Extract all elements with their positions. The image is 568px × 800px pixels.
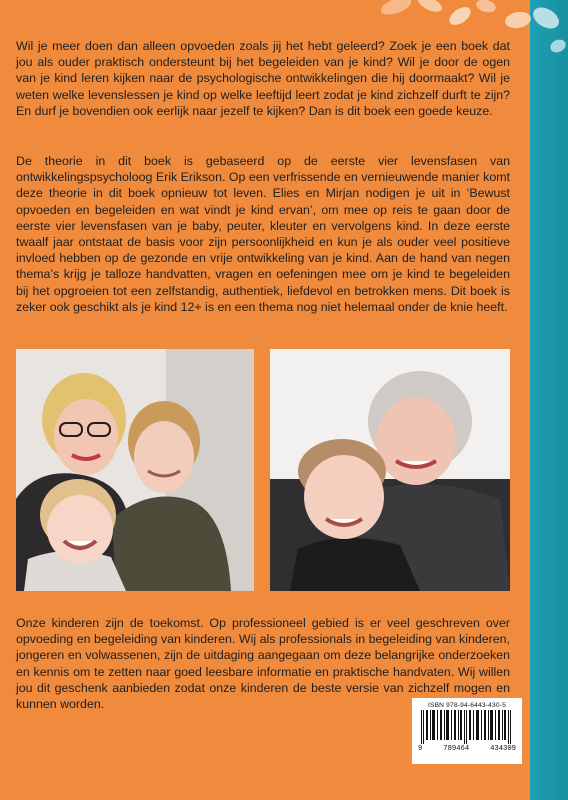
- barcode-digits: [418, 745, 516, 753]
- side-color-band: [530, 0, 568, 800]
- author-photo-right: [270, 349, 510, 591]
- barcode-bars: [419, 710, 515, 744]
- barcode-digit-group-2: 434309: [490, 745, 516, 753]
- author-photo-left: [16, 349, 254, 591]
- theory-paragraph: De theorie in dit boek is gebaseerd op de eerste vier levensfasen van ontwikkelingspsycholoog Erik Erikson. Op een verfrissende en vernieuwende manier komt deze theorie in dit boek opnieuw tot leven. Elies en Mirjan nodigen je uit in ‘Bewust opvoeden en begeleiden en wat vindt je kind ervan’, om mee op reis te gaan door de eerste vier levensfasen van je baby, peuter, kleuter en vervolgens kind. In deze eerste twaalf jaar ontstaat de basis voor zijn persoonlijkheid en kun je als ouder veel positieve invloed hebben op de gezonde en vrije ontwikkeling van je kind. Aan de hand van negen thema’s krijg je talloze handvatten, vragen en oefeningen mee om je kind te begeleiden bij het opgroeien tot een zelfstandig, authentiek, liefdevol en betrokken mens. Dit boek is zeker ook geschikt als je kind 12+ is en een thema nog niet helemaal onder de knie heeft.: [16, 154, 510, 314]
- isbn-label: ISBN 978-94-6443-430-5: [427, 702, 507, 709]
- barcode-digit-group-1: 789464: [443, 745, 470, 753]
- intro-paragraph: Wil je meer doen dan alleen opvoeden zoals jij het hebt geleerd? Zoek je een boek dat jou als ouder praktisch ondersteunt bij het begeleiden van je kind? Wil je door de ogen van je kind leren kijken naar de psychologische ontwikkelingen die hij doormaakt? Wil je weten welke levenslessen je kind op welke leeftijd leert zodat je kind zichzelf durft te zijn? En durf je bovendien ook eerlijk naar jezelf te kijken? Dan is dit boek een goede keuze.: [16, 39, 510, 118]
- isbn-barcode: [412, 698, 522, 764]
- barcode-digit-first: 9: [418, 745, 423, 753]
- closing-paragraph: Onze kinderen zijn de toekomst. Op professioneel gebied is er veel geschreven over opvoeding en begeleiding van kinderen. Wij als professionals in begeleiding van kinderen, jongeren en volwassenen, zijn de uitdaging aangegaan om deze belangrijke onderzoeken en kennis om te zetten naar goed leesbare informatie en praktische handvaten. Wij willen jou dit geschenk aanbieden zodat onze kinderen de beste versie van zichzelf mogen en kunnen worden.: [16, 616, 510, 712]
